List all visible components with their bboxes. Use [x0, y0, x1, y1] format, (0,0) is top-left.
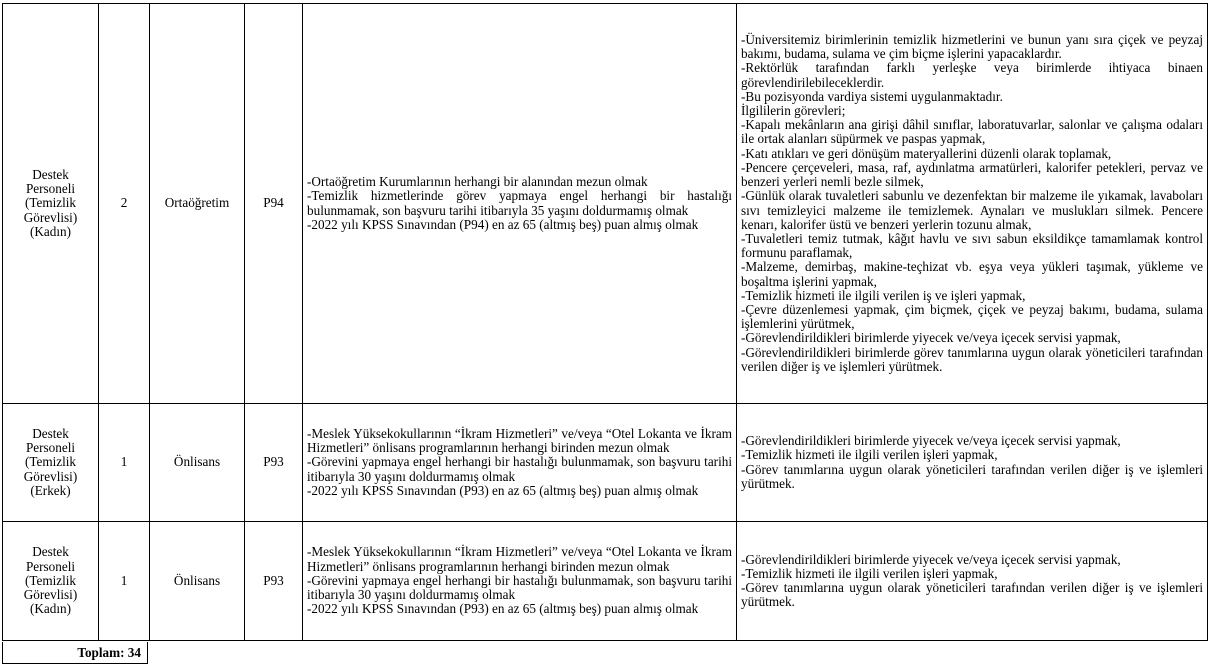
table-row — [3, 4, 1208, 404]
position-line: (Kadın) — [29, 223, 71, 239]
duty-item: -Üniversitemiz birimlerinin temizlik hizmetlerini ve bunun yanı sıra çiçek ve peyzaj bakımı, budama, sulama ve çim biçme işlerini yapacaklardır. — [741, 32, 1203, 62]
duty-item: -Tuvaletleri temiz tutmak, kâğıt havlu ve sıvı sabun eksildikçe tamamlamak kontrol formunu paraflamak, — [741, 230, 1203, 261]
duty-item: İlgililerin görevleri; — [741, 103, 846, 119]
position-cell — [3, 404, 99, 522]
position-line: Personeli — [25, 558, 76, 574]
duty-item: -Görev tanımlarına uygun olarak yöneticileri tarafından verilen diğer iş ve işlemleri yürütmek. — [741, 580, 1203, 610]
requirements-cell — [303, 522, 737, 641]
requirement-item: -Meslek Yüksekokullarının “İkram Hizmetleri” ve/veya “Otel Lokanta ve İkram Hizmetleri” önlisans programlarının herhangi birinden mezun olmak — [307, 425, 732, 456]
position-line: Destek — [32, 544, 69, 560]
position-line: (Kadın) — [29, 601, 71, 617]
requirement-item: -Ortaöğretim Kurumlarının herhangi bir alanından mezun olmak — [307, 174, 648, 190]
position-line: Destek — [32, 425, 69, 441]
count-cell: 1 — [99, 522, 150, 641]
position-line: (Temizlik — [24, 572, 77, 588]
position-line: Görevlisi) — [23, 209, 78, 225]
table-row — [3, 404, 1208, 522]
duty-item: -Bu pozisyonda vardiya sistemi uygulanmaktadır. — [741, 88, 1003, 104]
count-cell: 1 — [99, 404, 150, 522]
duty-item: -Temizlik hizmeti ile ilgili verilen iş ve işleri yapmak, — [741, 287, 1026, 303]
duties-cell — [737, 4, 1208, 404]
requirements-cell — [303, 404, 737, 522]
code-cell: P93 — [245, 522, 303, 641]
requirement-item: -Meslek Yüksekokullarının “İkram Hizmetleri” ve/veya “Otel Lokanta ve İkram Hizmetleri” önlisans programlarının herhangi birinden mezun olmak — [307, 544, 732, 574]
duty-item: -Günlük olarak tuvaletleri sabunlu ve dezenfektan bir malzeme ile yıkamak, lavaboları sıvı temizleyici malzeme ile temizlemek. Aynaları ve muslukları silmek. Pencere kenarı, kalorifer üstü ve benzeri yerlerin tozunu almak, — [741, 188, 1203, 232]
requirement-item: -Görevini yapmaya engel herhangi bir hastalığı bulunmamak, son başvuru tarihi itibarıyla 30 yaşını doldurmamış olmak — [307, 454, 732, 484]
duty-item: -Temizlik hizmeti ile ilgili verilen işleri yapmak, — [741, 565, 998, 581]
duties-cell — [737, 404, 1208, 522]
code-cell: P94 — [245, 4, 303, 404]
code-cell: P93 — [245, 404, 303, 522]
education-cell: Ortaöğretim — [150, 4, 245, 404]
position-cell — [3, 522, 99, 641]
requirement-item: -Görevini yapmaya engel herhangi bir hastalığı bulunmamak, son başvuru tarihi itibarıyla 30 yaşını doldurmamış olmak — [307, 572, 732, 603]
position-line: Personeli — [25, 181, 76, 197]
education-cell: Önlisans — [150, 522, 245, 641]
requirement-item: -Temizlik hizmetlerinde görev yapmaya engel herhangi bir hastalığı bulunmamak, son başvuru tarihi itibarıyla 35 yaşını doldurmamış olmak — [307, 188, 732, 218]
table-body — [3, 4, 1208, 641]
position-line: Görevlisi) — [23, 468, 78, 484]
requirement-item: -2022 yılı KPSS Sınavından (P93) en az 65 (altmış beş) puan almış olmak — [307, 601, 699, 617]
position-line: Görevlisi) — [23, 587, 78, 603]
duty-item: -Pencere çerçeveleri, masa, raf, aydınlatma armatürleri, kalorifer petekleri, pervaz ve benzeri yerleri nemli bezle silmek, — [741, 159, 1203, 190]
duty-item: -Katı atıkları ve geri dönüşüm materyallerini düzenli olarak toplamak, — [741, 145, 1112, 161]
duty-item: -Kapalı mekânların ana girişi dâhil sınıflar, laboratuvarlar, salonlar ve çalışma odaları ile ortak alanları süpürmek ve paspas yapmak, — [741, 117, 1203, 147]
position-line: Destek — [32, 166, 69, 182]
duty-item: -Malzeme, demirbaş, makine-teçhizat vb. eşya veya yükleri taşımak, yükleme ve boşaltma işlerini yapmak, — [741, 259, 1203, 289]
position-line: (Temizlik — [24, 454, 77, 470]
duty-item: -Görevlendirildikleri birimlerde yiyecek ve/veya içecek servisi yapmak, — [741, 551, 1121, 567]
table-row — [3, 522, 1208, 641]
position-line: Personeli — [25, 440, 76, 456]
duty-item: -Temizlik hizmeti ile ilgili verilen işleri yapmak, — [741, 447, 998, 463]
duty-item: -Görevlendirildikleri birimlerde görev tanımlarına uygun olarak yöneticileri tarafından verilen diğer iş ve işlemleri yürütmek. — [741, 344, 1203, 374]
position-cell — [3, 4, 99, 404]
duty-item: -Görevlendirildikleri birimlerde yiyecek ve/veya içecek servisi yapmak, — [741, 330, 1121, 346]
position-line: (Erkek) — [30, 482, 71, 498]
positions-table — [2, 3, 1208, 641]
total-label: Toplam: 34 — [2, 642, 148, 664]
duty-item: -Çevre düzenlemesi yapmak, çim biçmek, çiçek ve peyzaj bakımı, budama, sulama işlemlerini yürütmek, — [741, 301, 1203, 332]
duties-cell — [737, 522, 1208, 641]
duty-item: -Görev tanımlarına uygun olarak yöneticileri tarafından verilen diğer iş ve işlemleri yürütmek. — [741, 461, 1203, 491]
position-line: (Temizlik — [24, 195, 77, 211]
requirements-cell — [303, 4, 737, 404]
duty-item: -Rektörlük tarafından farklı yerleşke veya birimlerde ihtiyaca binaen görevlendirilebileceklerdir. — [741, 60, 1203, 90]
requirement-item: -2022 yılı KPSS Sınavından (P94) en az 65 (altmış beş) puan almış olmak — [307, 216, 699, 232]
education-cell: Önlisans — [150, 404, 245, 522]
duty-item: -Görevlendirildikleri birimlerde yiyecek ve/veya içecek servisi yapmak, — [741, 433, 1121, 449]
requirement-item: -2022 yılı KPSS Sınavından (P93) en az 65 (altmış beş) puan almış olmak — [307, 482, 699, 498]
count-cell: 2 — [99, 4, 150, 404]
